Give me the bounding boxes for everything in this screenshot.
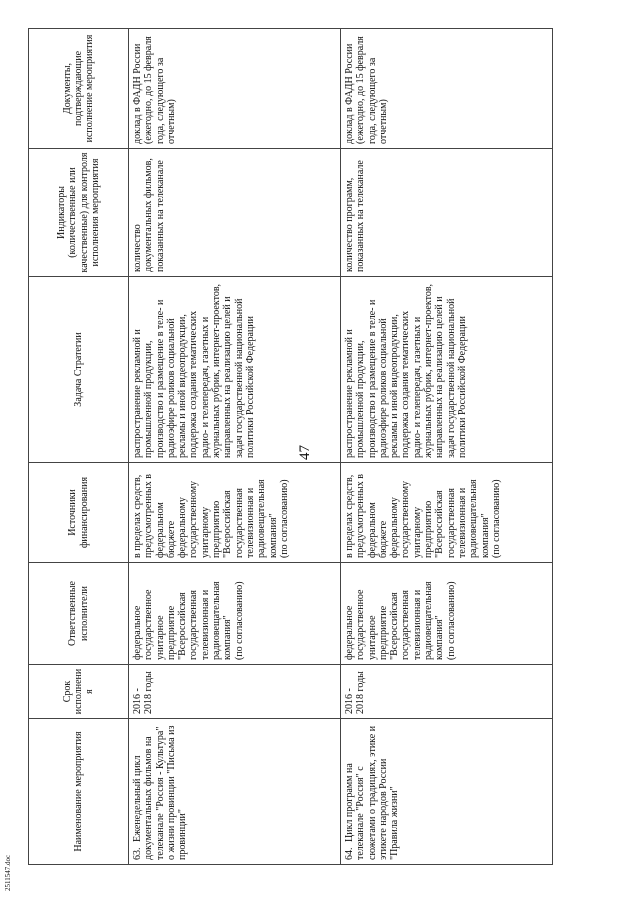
documents-cell [341,29,553,149]
measure-name: Еженедельный цикл документальных фильмов на телеканале "Россия - Культура" о жизни провинции "Письма из провинции" [132,725,189,860]
strategy-task: распространение рекламной и промышленной продукции, производство и размещение в теле- и радиоэфире роликов социальной рекламы и иной видеопродукции, поддержка создания тематических радио- и телепередач, газетных и журнальных рубрик, интернет-проектов, направленных на реализацию целей и задач государственной национальной политики Российской Федерации [132,283,256,458]
header-name: Наименование мероприятия [29,719,129,865]
table-header-row [29,29,129,865]
header-documents: Документы, подтверждающие исполнение мероприятия [29,29,129,149]
header-executors: Ответственные исполнители [29,563,129,665]
header-indicators: Индикаторы (количественные или качественные) для контроля исполнения мероприятия [29,149,129,277]
documents-cell [129,29,341,149]
header-strategy-task: Задача Стратегии [29,277,129,463]
financing: в пределах средств, предусмотренных в федеральном бюджете федеральному государственному унитарному предприятию "Всероссийская государственная телевизионная и радиовещательная компания" (по согласованию) [132,474,290,558]
documents: доклад в ФАДН России (ежегодно, до 15 февраля года, следующего за отчетным) [132,36,177,144]
executors: федеральное государственное унитарное предприятие "Всероссийская государственная телевизионная и радиовещательная компания" (по согласованию) [344,581,457,660]
measure-name-cell [341,719,553,865]
deadline-cell [129,665,341,719]
indicators-cell [129,149,341,277]
financing: в пределах средств, предусмотренных в федеральном бюджете федеральному государственному унитарному предприятию "Всероссийская государственная телевизионная и радиовещательная компания" (по согласованию) [344,474,502,558]
header-financing: Источники финансирования [29,463,129,563]
deadline: 2016 - 2018 годы [132,671,155,714]
header-deadline: Срок исполнения [29,665,129,719]
measure-name: Цикл программ на телеканале "Россия" с сюжетами о традициях, этике и этикете народов России "Правила жизни" [344,725,401,860]
executors-cell [129,563,341,665]
page-number: 47 [297,445,313,460]
strategy-task: распространение рекламной и промышленной продукции, производство и размещение в теле- и радиоэфире роликов социальной рекламы и иной видеопродукции, поддержка создания тематических радио- и телепередач, газетных и журнальных рубрик, интернет-проектов, направленных на реализацию целей и задач государственной национальной политики Российской Федерации [344,283,468,458]
strategy-task-cell [341,277,553,463]
file-reference: 2511547.doc [4,854,12,891]
indicators: количество программ, показанных на телеканале [344,160,367,272]
deadline-cell [341,665,553,719]
row-number: 64. [344,847,355,860]
financing-cell [129,463,341,563]
table-row [129,29,341,865]
indicators-cell [341,149,553,277]
table-row [341,29,553,865]
indicators: количество документальных фильмов, показанных на телеканале [132,158,166,272]
row-number: 63. [132,847,143,860]
deadline: 2016 - 2018 годы [344,671,367,714]
measure-name-cell [129,719,341,865]
strategy-task-cell [129,277,341,463]
measures-table [28,28,553,865]
documents: доклад в ФАДН России (ежегодно, до 15 февраля года, следующего за отчетным) [344,36,389,144]
executors: федеральное государственное унитарное предприятие "Всероссийская государственная телевизионная и радиовещательная компания" (по согласованию) [132,581,245,660]
executors-cell [341,563,553,665]
financing-cell [341,463,553,563]
